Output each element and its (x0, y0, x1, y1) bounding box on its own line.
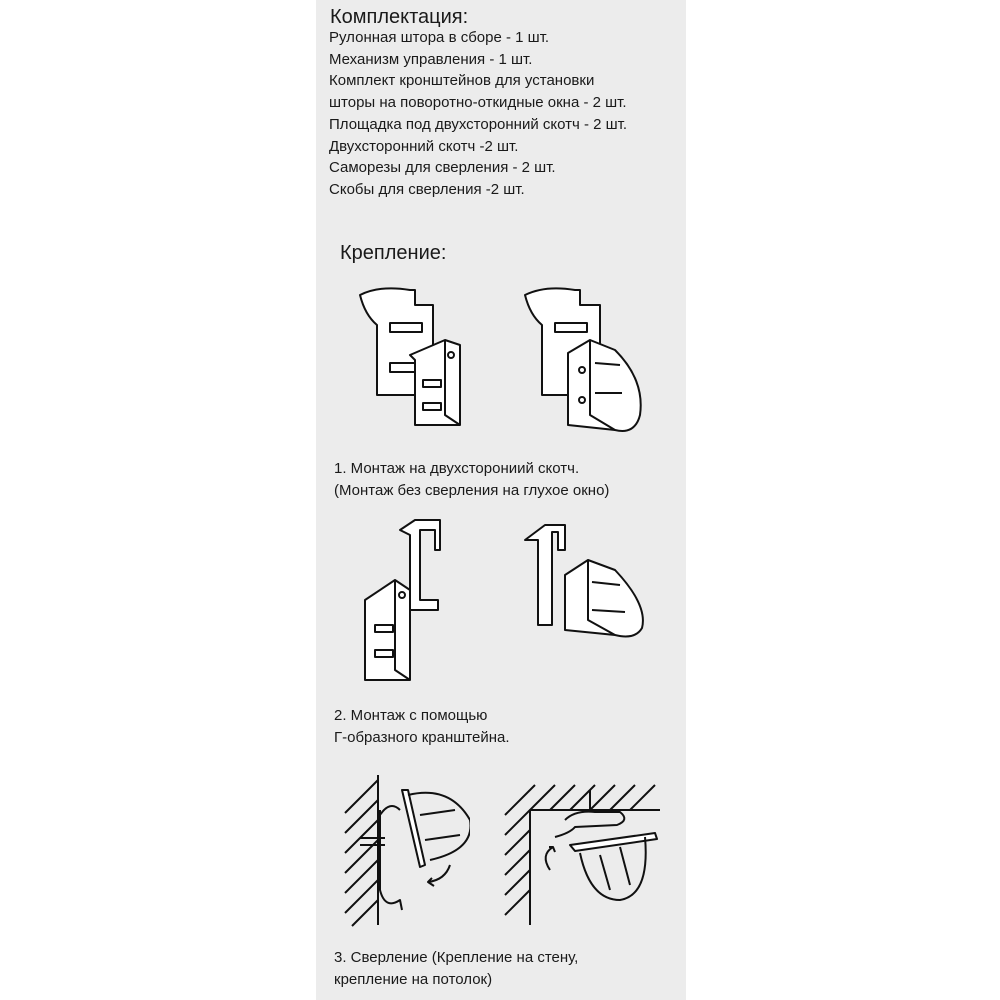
mounting-title: Крепление: (340, 242, 447, 264)
kit-title: Комплектация: (330, 6, 469, 28)
kit-item: Саморезы для сверления - 2 шт. (329, 159, 556, 177)
kit-item: Скобы для сверления -2 шт. (329, 180, 525, 198)
step-1-caption (334, 458, 609, 502)
kit-item: Площадка под двухсторонний скотч - 2 шт. (329, 115, 628, 133)
tape-bracket-assembled-diagram (520, 285, 650, 435)
kit-item: Комплект кронштейнов для установки (329, 72, 595, 90)
tape-bracket-diagram (355, 285, 475, 435)
wall-drilling-diagram (340, 770, 470, 930)
kit-item: Рулонная штора в сборе - 1 шт. (329, 29, 550, 46)
kit-list (329, 27, 627, 201)
step-2-caption (334, 705, 510, 749)
kit-item: Двухсторонний скотч -2 шт. (329, 137, 519, 155)
step-3-line1: 3. Сверление (Крепление на стену, (334, 949, 579, 966)
kit-item: Механизм управления - 1 шт. (329, 50, 533, 68)
step-1-line1: 1. Монтаж на двухсторониий скотч. (334, 460, 580, 477)
step-3-caption (334, 947, 578, 991)
ceiling-drilling-diagram (495, 775, 665, 925)
l-bracket-diagram (360, 515, 460, 685)
step-1-line2: (Монтаж без сверления на глухое окно) (334, 482, 610, 499)
l-bracket-assembled-diagram (520, 520, 660, 640)
step-2-line1: 2. Монтаж с помощью (334, 707, 488, 724)
step-3-line2: крепление на потолок) (334, 971, 493, 988)
step-2-line2: Г-образного кранштейна. (334, 729, 510, 746)
kit-item: шторы на поворотно-откидные окна - 2 шт. (329, 94, 627, 112)
